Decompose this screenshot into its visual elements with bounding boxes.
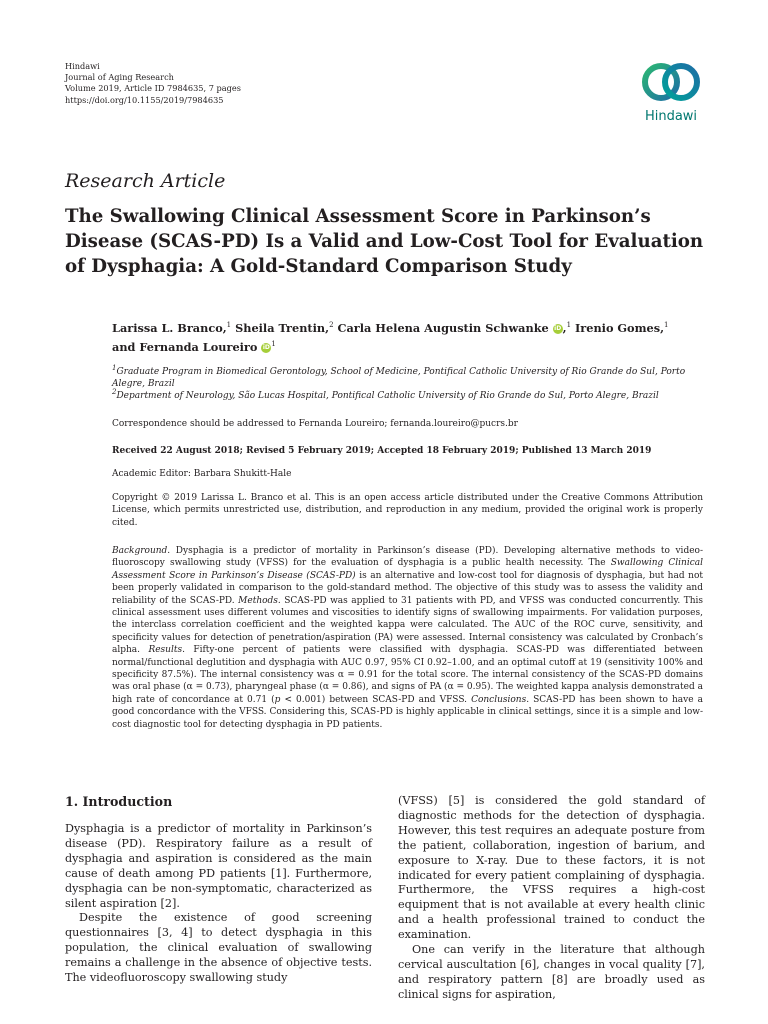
abstract [112, 545, 703, 731]
paragraph: Dysphagia is a predictor of mortality in Parkinson’s disease (PD). Respiratory failure as a result of dysphagia and aspiration is considered as the main cause of death among PD patients [1]. Furthermore, dysphagia can be non-symptomatic, characterized as silent aspiration [2]. [65, 822, 372, 910]
affiliation-marker: 1 [271, 340, 276, 349]
copyright-notice: Copyright © 2019 Larissa L. Branco et al. This is an open access article distributed under the Creative Commons Attribution License, which permits unrestricted use, distribution, and reproduction in any medium, provided the original work is properly cited. [112, 493, 703, 528]
p-value-symbol: p [274, 694, 281, 705]
abstract-conclusions-label: Conclusions. [471, 694, 530, 705]
hindawi-logo [629, 58, 713, 124]
orcid-icon[interactable]: iD [262, 344, 270, 351]
author-name: Sheila Trentin, [235, 321, 330, 335]
academic-editor: Academic Editor: Barbara Shukitt-Hale [112, 469, 292, 479]
logo-wordmark: Hindawi [644, 109, 698, 124]
section-heading: 1. Introduction [65, 794, 173, 809]
abstract-methods-label: Methods. [238, 595, 281, 606]
volume-info: Volume 2019, Article ID 7984635, 7 pages [65, 83, 241, 94]
journal-name: Journal of Aging Research [65, 72, 174, 83]
author-name: and Fernanda Loureiro [112, 340, 258, 354]
publication-dates: Received 22 August 2018; Revised 5 February 2019; Accepted 18 February 2019; Published 13 March 2019 [112, 446, 652, 456]
affiliation-item: $^2$Department of Neurology, São Lucas Hospital, Pontifical Catholic University of Rio Grande do Sul, Porto Alegre, Brazil [112, 388, 659, 402]
doi-link[interactable]: https://doi.org/10.1155/2019/7984635 [65, 94, 224, 105]
affiliations [112, 366, 712, 403]
abstract-results: Fifty-one percent of patients were classified with dysphagia. SCAS-PD was differentiated between normal/functional deglutition and dysphagia with AUC 0.97, 95% CI 0.92–1.00, and an optimal cutoff at 19 (sensitivity 100% and specificity 87.5%). The internal consistency was α = 0.91 for the total score. The internal consistency of the SCAS-PD domains was oral phase (α = 0.73), pharyngeal phase (α = 0.86), and signs of PA (α = 0.95). The weighted kappa analysis demonstrated a high rate of concordance at 0.71 ( [112, 645, 704, 705]
author-name: Carla Helena Augustin Schwanke [337, 321, 549, 335]
abstract-methods: SCAS-PD was applied to 31 patients with PD, and VFSS was conducted concurrently. This clinical assessment uses different volumes and viscosities to identify signs of swallowing impairments. For validation purposes, the interclass correlation coefficient and the weighted kappa were calculated. The AUC of the ROC curve, sensitivity, and specificity values for detection of penetration/aspiration (PA) were assessed. Internal consistency was calculated by Cronbach’s alpha. [112, 595, 703, 656]
abstract-background: Dysphagia is a predictor of mortality in Parkinson’s disease (PD). Developing alternative methods to video-fluoroscopy swallowing study (VFSS) for the evaluation of dysphagia is a public health necessity. The [112, 546, 703, 569]
correspondence: Correspondence should be addressed to Fernanda Loureiro; fernanda.loureiro@pucrs.br [112, 419, 518, 429]
abstract-results-cont: < 0.001) between SCAS-PD and VFSS. [280, 694, 472, 705]
orcid-icon[interactable]: iD [554, 325, 562, 332]
affiliation-marker: 1 [664, 321, 669, 330]
scas-name: Swallowing Clinical Assessment Score in Parkinson’s Disease (SCAS-PD) [112, 558, 704, 581]
hindawi-rings-icon [640, 58, 702, 106]
author-name: Larissa L. Branco, [112, 321, 227, 335]
journal-metadata [65, 61, 241, 106]
article-title: The Swallowing Clinical Assessment Score in Parkinson’s Disease (SCAS-PD) Is a Valid and Low-Cost Tool for Evaluation of Dysphagia: A Gold-Standard Comparison Study [65, 206, 704, 277]
article-type: Research Article [65, 170, 226, 192]
affiliation-marker: 2 [329, 321, 334, 330]
affiliation-marker: 1 [566, 321, 572, 330]
body-column-right [398, 794, 705, 1003]
body-column-left [65, 794, 372, 986]
abstract-background-cont: is an alternative and low-cost tool for diagnosis of dysphagia, but had not been properly validated in comparison to the gold-standard method. The objective of this study was to assess the validity and reliability of the SCAS-PD. [112, 570, 703, 606]
abstract-results-label: Results. [148, 645, 185, 656]
affiliation-marker: 1 [226, 321, 232, 330]
abstract-background-label: Background. [112, 546, 171, 556]
author-list: Larissa L. Branco,$^1$ Sheila Trentin,$^2$ Carla Helena Augustin Schwanke iD,$^1$ Irenio Gomes,$^1$ and Fernanda Loureiro $iD^1$ [112, 321, 669, 354]
paragraph: Despite the existence of good screening questionnaires [3, 4] to detect dysphagia in this population, the clinical evaluation of swallowing remains a challenge in the absence of objective tests. The videofluoroscopy swallowing study [65, 911, 372, 985]
abstract-conclusions: SCAS-PD has been shown to have a good concordance with the VFSS. Considering this, SCAS-PD is highly applicable in clinical settings, since it is a simple and low-cost diagnostic tool for detecting dysphagia in PD patients. [112, 694, 703, 730]
paragraph: One can verify in the literature that although cervical auscultation [6], changes in vocal quality [7], and respiratory pattern [8] are broadly used as clinical signs for aspiration, [398, 943, 705, 1001]
author-name: Irenio Gomes, [575, 321, 665, 335]
publisher-name: Hindawi [65, 61, 100, 71]
paragraph: (VFSS) [5] is considered the gold standard of diagnostic methods for the detection of dysphagia. However, this test requires an adequate posture from the patient, collaboration, ingestion of barium, and exposure to X-ray. Due to these factors, it is not indicated for every patient complaining of dysphagia. Furthermore, the VFSS requires a high-cost equipment that is not available at every health clinic and a health professional trained to conduct the examination. [398, 794, 705, 942]
affiliation-item: $^1$Graduate Program in Biomedical Gerontology, School of Medicine, Pontifical Catholic University of Rio Grande do Sul, Porto Alegre, Brazil [112, 364, 686, 390]
